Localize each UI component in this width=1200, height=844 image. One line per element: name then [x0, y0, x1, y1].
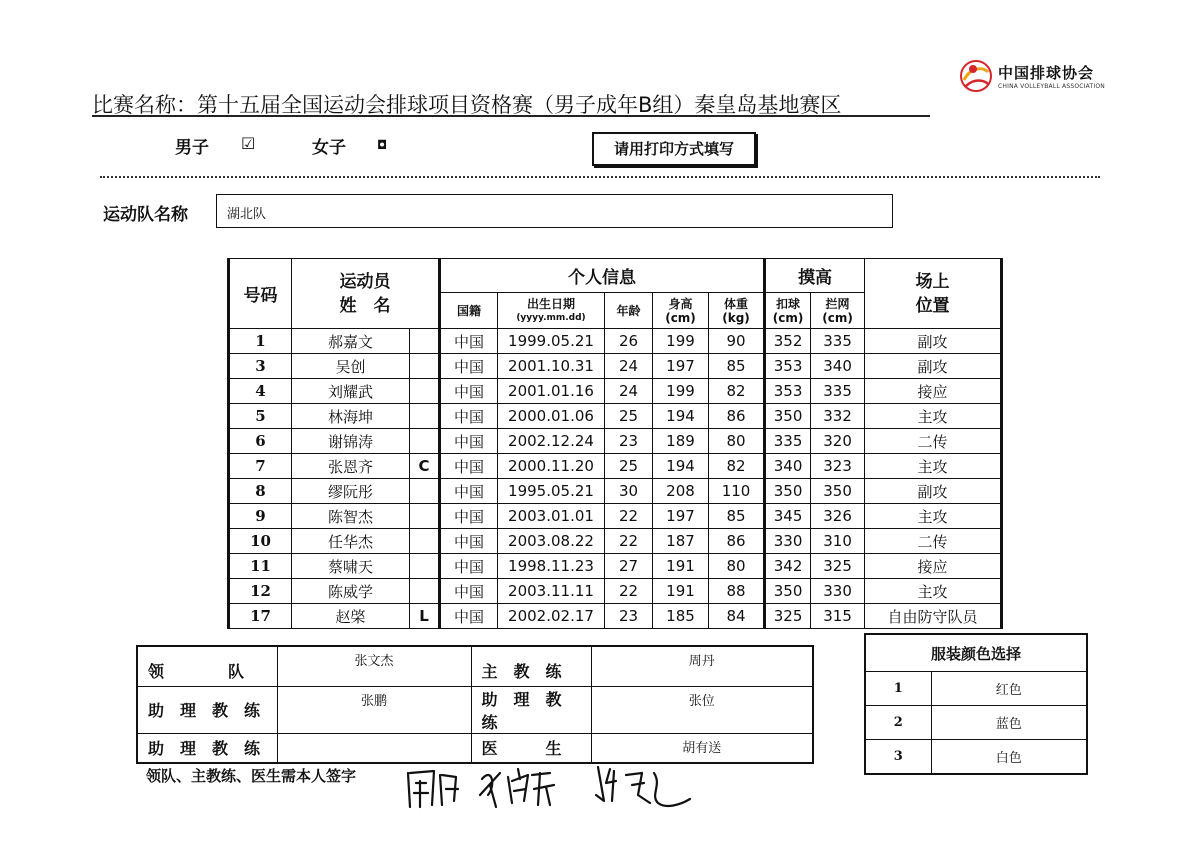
player-age: 23: [605, 429, 653, 454]
player-position: 接应: [865, 554, 1002, 579]
player-height: 189: [653, 429, 709, 454]
player-nationality: 中国: [440, 479, 498, 504]
title-underline: [92, 115, 930, 117]
player-age: 23: [605, 604, 653, 629]
leader-label: 领 队: [148, 661, 245, 681]
player-height: 194: [653, 404, 709, 429]
header-dob-format: (yyyy.mm.dd): [516, 312, 586, 323]
header-block-unit: (cm): [822, 310, 853, 325]
uniform-color-index: 3: [865, 740, 931, 774]
header-nationality: 国籍: [440, 293, 498, 329]
header-athlete-line2: 姓 名: [339, 295, 391, 316]
roster-row: [229, 454, 1002, 479]
player-spike: 353: [765, 379, 811, 404]
player-number: 6: [229, 429, 292, 454]
player-name: 陈威学: [292, 579, 410, 604]
header-weight-label: 体重: [724, 296, 749, 311]
assistant1-label: 助 理 教 练: [148, 701, 261, 720]
player-height: 191: [653, 554, 709, 579]
uniform-color-value[interactable]: 白色: [931, 740, 1087, 774]
roster-row: [229, 529, 1002, 554]
player-number: 9: [229, 504, 292, 529]
player-position: 副攻: [865, 329, 1002, 354]
player-name: 陈智杰: [292, 504, 410, 529]
header-number: 号码: [229, 259, 292, 329]
player-name: 刘耀武: [292, 379, 410, 404]
header-reach: 摸高: [765, 259, 865, 293]
player-position: 主攻: [865, 404, 1002, 429]
handwritten-signatures: [400, 755, 700, 825]
player-spike: 325: [765, 604, 811, 629]
player-position: 二传: [865, 429, 1002, 454]
leader-label-cell: [137, 646, 277, 686]
player-nationality: 中国: [440, 454, 498, 479]
player-name: 林海坤: [292, 404, 410, 429]
player-age: 27: [605, 554, 653, 579]
male-label: 男子: [175, 138, 209, 158]
player-spike: 350: [765, 579, 811, 604]
player-dob: 2002.02.17: [498, 604, 605, 629]
player-spike: 352: [765, 329, 811, 354]
header-spike-unit: (cm): [772, 310, 804, 325]
competition-title: 比赛名称：第十五届全国运动会排球项目资格赛（男子成年B组）秦皇岛基地赛区: [92, 93, 842, 117]
roster-row: [229, 554, 1002, 579]
uniform-color-value[interactable]: 红色: [931, 672, 1087, 706]
header-position-line2: 位置: [915, 295, 950, 316]
cva-logo: [958, 56, 1105, 96]
header-position-line1: 场上: [915, 271, 950, 292]
roster-body: [229, 329, 1002, 629]
player-spike: 350: [765, 404, 811, 429]
print-instruction-box: 请用打印方式填写: [592, 132, 756, 166]
staff-table: [136, 645, 814, 764]
header-block: [811, 293, 865, 329]
player-weight: 82: [709, 379, 765, 404]
player-name: 谢锦涛: [292, 429, 410, 454]
player-block: 320: [811, 429, 865, 454]
roster-row: [229, 479, 1002, 504]
head-coach-value[interactable]: 周丹: [591, 646, 813, 686]
player-nationality: 中国: [440, 529, 498, 554]
player-spike: 350: [765, 479, 811, 504]
player-dob: 1999.05.21: [498, 329, 605, 354]
roster-row: [229, 579, 1002, 604]
player-number: 1: [229, 329, 292, 354]
dotted-divider: [100, 176, 1100, 178]
player-age: 22: [605, 504, 653, 529]
header-spike-label: 扣球: [776, 296, 801, 311]
logo-text: 中国排球协会: [998, 64, 1095, 82]
player-role: L: [410, 604, 440, 629]
uniform-color-index: 1: [865, 672, 931, 706]
player-nationality: 中国: [440, 554, 498, 579]
male-checkbox[interactable]: ☑: [241, 134, 256, 153]
player-block: 335: [811, 379, 865, 404]
player-number: 8: [229, 479, 292, 504]
player-weight: 82: [709, 454, 765, 479]
player-number: 11: [229, 554, 292, 579]
player-weight: 80: [709, 429, 765, 454]
player-position: 主攻: [865, 579, 1002, 604]
player-number: 3: [229, 354, 292, 379]
player-height: 197: [653, 504, 709, 529]
assistant3-label-cell: [137, 733, 277, 763]
player-height: 194: [653, 454, 709, 479]
player-age: 25: [605, 454, 653, 479]
player-dob: 2003.11.11: [498, 579, 605, 604]
player-dob: 2000.11.20: [498, 454, 605, 479]
player-dob: 2001.01.16: [498, 379, 605, 404]
uniform-color-table: [864, 633, 1088, 775]
player-nationality: 中国: [440, 404, 498, 429]
header-dob: [498, 293, 605, 329]
player-block: 340: [811, 354, 865, 379]
roster-row: [229, 604, 1002, 629]
player-position: 副攻: [865, 354, 1002, 379]
player-weight: 90: [709, 329, 765, 354]
header-block-label: 拦网: [825, 296, 850, 311]
header-weight: [709, 293, 765, 329]
header-position: [865, 259, 1002, 329]
player-block: 350: [811, 479, 865, 504]
player-position: 副攻: [865, 479, 1002, 504]
player-role: [410, 479, 440, 504]
female-checkbox[interactable]: ◘: [377, 138, 388, 152]
player-height: 185: [653, 604, 709, 629]
player-block: 325: [811, 554, 865, 579]
uniform-color-row: [865, 672, 1087, 706]
player-age: 22: [605, 579, 653, 604]
player-nationality: 中国: [440, 604, 498, 629]
player-name: 张恩齐: [292, 454, 410, 479]
header-age: 年龄: [605, 293, 653, 329]
player-spike: 340: [765, 454, 811, 479]
roster-row: [229, 404, 1002, 429]
head-coach-label-cell: [471, 646, 591, 686]
player-block: 330: [811, 579, 865, 604]
player-weight: 110: [709, 479, 765, 504]
player-dob: 2002.12.24: [498, 429, 605, 454]
player-role: C: [410, 454, 440, 479]
player-block: 335: [811, 329, 865, 354]
uniform-color-title: 服装颜色选择: [865, 634, 1087, 672]
player-spike: 342: [765, 554, 811, 579]
player-number: 4: [229, 379, 292, 404]
player-spike: 345: [765, 504, 811, 529]
player-position: 接应: [865, 379, 1002, 404]
assistant3-label: 助 理 教 练: [148, 739, 261, 759]
player-weight: 86: [709, 529, 765, 554]
player-role: [410, 404, 440, 429]
player-role: [410, 429, 440, 454]
player-role: [410, 579, 440, 604]
assistant2-label-cell: [471, 686, 591, 733]
assistant1-value[interactable]: 张鹏: [277, 686, 471, 733]
header-dob-label: 出生日期: [526, 296, 575, 311]
player-dob: 2003.01.01: [498, 504, 605, 529]
female-label: 女子: [312, 138, 346, 158]
doctor-value[interactable]: 胡有送: [591, 733, 813, 763]
player-number: 5: [229, 404, 292, 429]
player-role: [410, 379, 440, 404]
uniform-color-body: [865, 672, 1087, 774]
player-position: 主攻: [865, 504, 1002, 529]
volleyball-logo-icon: [958, 58, 994, 94]
player-name: 郝嘉文: [292, 329, 410, 354]
player-age: 30: [605, 479, 653, 504]
player-height: 208: [653, 479, 709, 504]
player-age: 24: [605, 379, 653, 404]
uniform-color-row: [865, 740, 1087, 774]
player-nationality: 中国: [440, 504, 498, 529]
doctor-label: 医 生: [481, 739, 562, 759]
player-position: 二传: [865, 529, 1002, 554]
header-athlete-line1: 运动员: [339, 271, 391, 292]
player-dob: 2003.08.22: [498, 529, 605, 554]
player-weight: 84: [709, 604, 765, 629]
player-nationality: 中国: [440, 329, 498, 354]
team-name-field[interactable]: [216, 194, 893, 228]
team-name-value: 湖北队: [227, 207, 267, 222]
leader-value[interactable]: 张文杰: [277, 646, 471, 686]
player-block: 323: [811, 454, 865, 479]
player-weight: 86: [709, 404, 765, 429]
player-dob: 2001.10.31: [498, 354, 605, 379]
player-position: 自由防守队员: [865, 604, 1002, 629]
uniform-color-value[interactable]: 蓝色: [931, 706, 1087, 740]
player-height: 197: [653, 354, 709, 379]
team-name-label: 运动队名称: [103, 205, 188, 225]
player-weight: 85: [709, 504, 765, 529]
player-weight: 80: [709, 554, 765, 579]
player-position: 主攻: [865, 454, 1002, 479]
logo-subtitle: CHINA VOLLEYBALL ASSOCIATION: [998, 83, 1105, 90]
player-number: 17: [229, 604, 292, 629]
player-role: [410, 504, 440, 529]
player-block: 326: [811, 504, 865, 529]
player-nationality: 中国: [440, 579, 498, 604]
roster-row: [229, 379, 1002, 404]
player-role: [410, 329, 440, 354]
player-weight: 88: [709, 579, 765, 604]
player-role: [410, 529, 440, 554]
player-dob: 2000.01.06: [498, 404, 605, 429]
uniform-color-index: 2: [865, 706, 931, 740]
player-nationality: 中国: [440, 354, 498, 379]
player-role: [410, 554, 440, 579]
header-height: [653, 293, 709, 329]
assistant2-label: 助 理 教 练: [481, 689, 578, 732]
roster-table: [227, 258, 1003, 629]
roster-row: [229, 429, 1002, 454]
head-coach-label: 主 教 练: [481, 661, 562, 681]
header-height-label: 身高: [668, 296, 693, 311]
player-age: 24: [605, 354, 653, 379]
player-nationality: 中国: [440, 429, 498, 454]
player-dob: 1995.05.21: [498, 479, 605, 504]
player-height: 199: [653, 379, 709, 404]
assistant2-value[interactable]: 张位: [591, 686, 813, 733]
header-athlete: [292, 259, 440, 329]
roster-row: [229, 504, 1002, 529]
player-height: 199: [653, 329, 709, 354]
player-name: 吴创: [292, 354, 410, 379]
header-personal-info: 个人信息: [440, 259, 765, 293]
roster-row: [229, 329, 1002, 354]
player-age: 25: [605, 404, 653, 429]
player-number: 7: [229, 454, 292, 479]
header-height-unit: (cm): [665, 310, 696, 325]
player-age: 26: [605, 329, 653, 354]
header-spike: [765, 293, 811, 329]
player-weight: 85: [709, 354, 765, 379]
signature-label: 领队、主教练、医生需本人签字: [146, 767, 357, 785]
uniform-color-row: [865, 706, 1087, 740]
player-nationality: 中国: [440, 379, 498, 404]
player-block: 332: [811, 404, 865, 429]
player-height: 187: [653, 529, 709, 554]
player-role: [410, 354, 440, 379]
player-block: 310: [811, 529, 865, 554]
player-name: 蔡啸天: [292, 554, 410, 579]
player-name: 赵棨: [292, 604, 410, 629]
player-block: 315: [811, 604, 865, 629]
roster-row: [229, 354, 1002, 379]
player-name: 任华杰: [292, 529, 410, 554]
header-weight-unit: (kg): [722, 310, 750, 325]
player-dob: 1998.11.23: [498, 554, 605, 579]
player-spike: 335: [765, 429, 811, 454]
player-number: 10: [229, 529, 292, 554]
player-number: 12: [229, 579, 292, 604]
player-name: 缪阮彤: [292, 479, 410, 504]
player-age: 22: [605, 529, 653, 554]
assistant1-label-cell: [137, 686, 277, 733]
player-height: 191: [653, 579, 709, 604]
player-spike: 330: [765, 529, 811, 554]
player-spike: 353: [765, 354, 811, 379]
